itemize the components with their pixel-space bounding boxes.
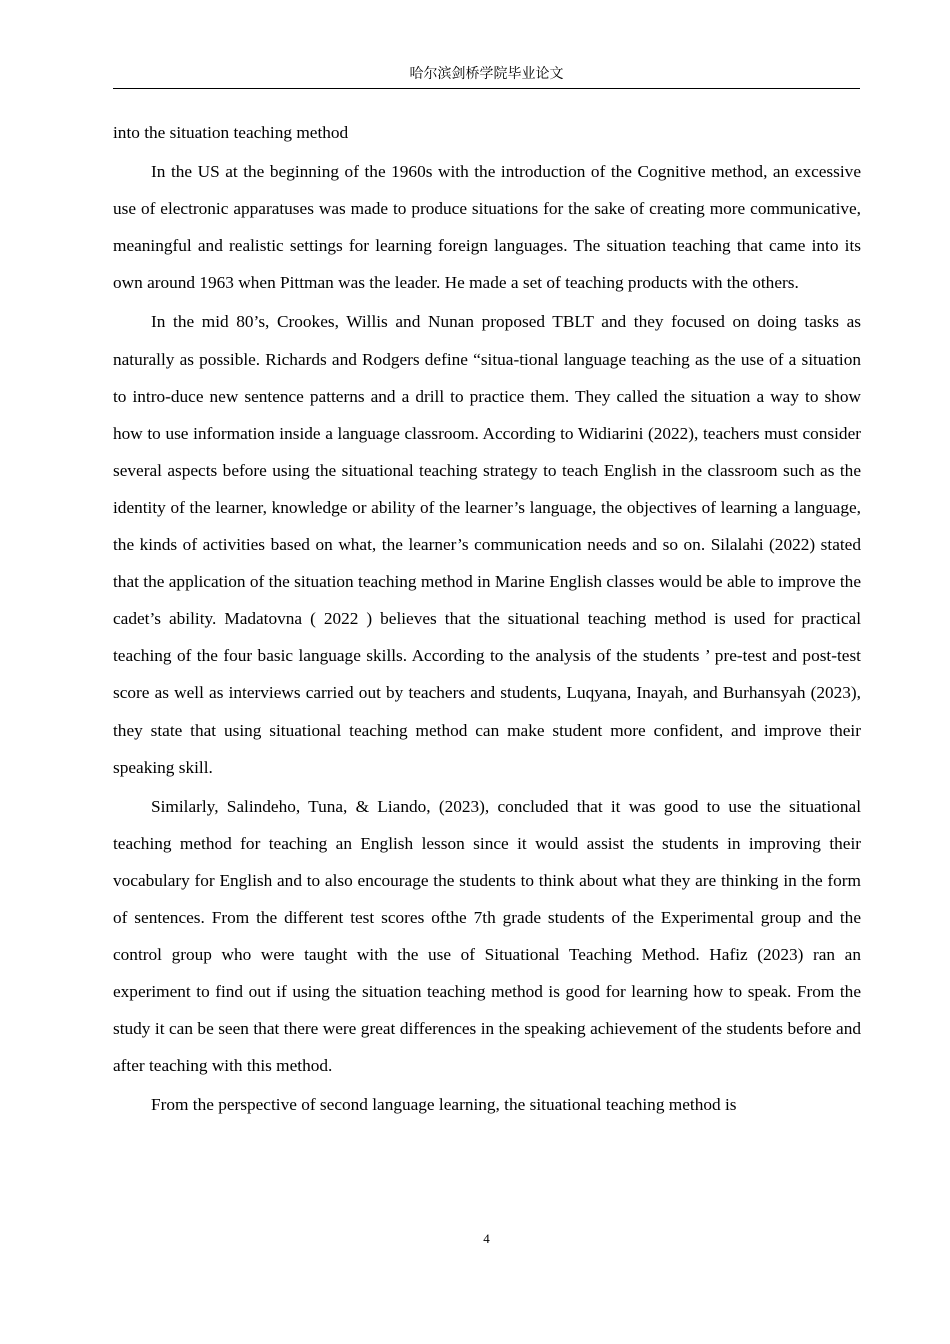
paragraph-salindeho: Similarly, Salindeho, Tuna, & Liando, (2023), concluded that it was good to use the situational teaching method for teaching an English lesson since it would assist the students in improving their vocabulary for English and to also encourage the students to think about what they are thinking in the form of sentences. From the different test scores ofthe 7th grade students of the Experimental group and the control group who were taught with the use of Situational Teaching Method. Hafiz (2023) ran an experiment to find out if using the situation teaching method is good for learning how to speak. From the study it can be seen that there were great differences in the speaking achievement of the students before and after teaching with this method.	[113, 796, 861, 1076]
body-text	[113, 114, 861, 1126]
page-header: 哈尔滨剑桥学院毕业论文	[409, 67, 564, 82]
header-divider	[113, 88, 860, 89]
paragraph-1960s-cognitive: In the US at the beginning of the 1960s with the introduction of the Cognitive method, an excessive use of electronic apparatuses was made to produce situations for the sake of creating more communicative, meaningful and realistic settings for learning foreign languages. The situation teaching that came into its own around 1963 when Pittman was the leader. He made a set of teaching products with the others.	[113, 162, 861, 293]
page-number: 4	[483, 1231, 490, 1246]
paragraph-tblt: In the mid 80’s, Crookes, Willis and Nunan proposed TBLT and they focused on doing tasks as naturally as possible. Richards and Rodgers define “situa-tional language teaching as the use of a situation to intro-duce new sentence patterns and a drill to practice them. They called the situation a way to show how to use information inside a language classroom. According to Widiarini (2022), teachers must consider several aspects before using the situational teaching strategy to teach English in the classroom such as the identity of the learner, knowledge or ability of the learner’s language, the objectives of learning a language, the kinds of activities based on what, the learner’s communication needs and so on. Silalahi (2022) stated that the application of the situation teaching method in Marine English classes would be able to improve the cadet’s ability. Madatovna ( 2022 ) believes that the situational teaching method is used for practical teaching of the four basic language skills. According to the analysis of the students ’ pre-test and post-test score as well as interviews carried out by teachers and students, Luqyana, Inayah, and Burhansyah (2023), they state that using situational teaching method can make student more confident, and improve their speaking skill.	[113, 312, 861, 777]
paragraph-continuation: into the situation teaching method	[113, 123, 349, 142]
paragraph-second-language: From the perspective of second language learning, the situational teaching method is	[151, 1095, 737, 1115]
